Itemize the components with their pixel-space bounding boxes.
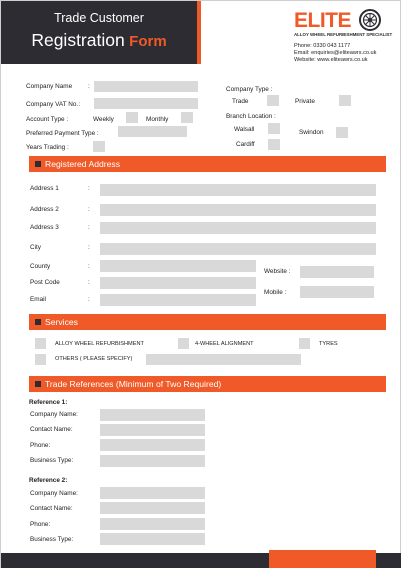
company-type-trade-checkbox[interactable]	[267, 95, 279, 106]
company-name-field[interactable]	[94, 81, 198, 92]
branch-swindon-checkbox[interactable]	[336, 127, 348, 138]
ref1-phone-field[interactable]	[100, 439, 205, 451]
county-field[interactable]	[100, 260, 256, 272]
ref2-contact-name-label: Contact Name:	[30, 505, 73, 512]
email-field[interactable]	[100, 294, 256, 306]
company-vat-label: Company VAT No.:	[26, 101, 80, 108]
city-label: City	[30, 244, 42, 251]
header-title-line1: Trade Customer	[54, 11, 144, 25]
brand-tagline: ALLOY WHEEL REFURBISHMENT SPECIALIST	[294, 32, 393, 37]
years-trading-field[interactable]	[93, 141, 105, 152]
account-weekly-label: Weekly	[93, 116, 114, 123]
company-type-private-label: Private	[295, 98, 315, 105]
ref2-phone-field[interactable]	[100, 518, 205, 530]
ref1-company-name-field[interactable]	[100, 409, 205, 421]
ref2-company-name-label: Company Name:	[30, 490, 78, 497]
ref2-contact-name-field[interactable]	[100, 502, 205, 514]
reference1-heading: Reference 1:	[29, 399, 68, 406]
brand-email: Email: enquiries@eliteawrs.co.uk	[294, 50, 377, 56]
ref1-business-type-label: Business Type:	[30, 457, 74, 464]
branch-cardiff-label: Cardiff	[236, 141, 255, 148]
account-type-label: Account Type :	[26, 116, 69, 123]
address2-field[interactable]	[100, 204, 376, 216]
section-square-icon	[35, 381, 41, 387]
wheel-alignment-checkbox[interactable]	[178, 338, 189, 349]
alloy-wheel-label: ALLOY WHEEL REFURBISHMENT	[55, 341, 144, 347]
address2-label: Address 2	[30, 206, 59, 213]
header-accent-stripe	[197, 1, 201, 64]
company-type-label: Company Type :	[226, 86, 273, 93]
registered-address-bar	[29, 156, 386, 172]
address1-field[interactable]	[100, 184, 376, 196]
payment-type-field[interactable]	[118, 126, 187, 137]
company-vat-field[interactable]	[94, 98, 198, 109]
tyres-checkbox[interactable]	[299, 338, 310, 349]
branch-walsall-checkbox[interactable]	[268, 123, 280, 134]
address1-colon: :	[88, 185, 90, 192]
post-code-field[interactable]	[100, 277, 256, 289]
ref1-company-name-label: Company Name:	[30, 411, 78, 418]
services-bar	[29, 314, 386, 330]
post-code-label: Post Code	[30, 279, 60, 286]
ref2-company-name-field[interactable]	[100, 487, 205, 499]
registered-address-heading: Registered Address	[45, 159, 120, 169]
company-name-label: Company Name	[26, 83, 73, 90]
ref1-contact-name-label: Contact Name:	[30, 426, 73, 433]
company-type-trade-label: Trade	[232, 98, 249, 105]
website-field[interactable]	[300, 266, 374, 278]
address2-colon: :	[88, 206, 90, 213]
ref2-phone-label: Phone:	[30, 521, 51, 528]
tyres-label: TYRES	[319, 341, 338, 347]
ref1-business-type-field[interactable]	[100, 455, 205, 467]
email-colon: :	[88, 296, 90, 303]
branch-cardiff-checkbox[interactable]	[268, 139, 280, 150]
city-colon: :	[88, 244, 90, 251]
city-field[interactable]	[100, 243, 376, 255]
address1-label: Address 1	[30, 185, 59, 192]
ref2-business-type-label: Business Type:	[30, 536, 74, 543]
wheel-icon	[359, 9, 381, 31]
ref1-phone-label: Phone:	[30, 442, 51, 449]
brand-website: Website: www.eliteawrs.co.uk	[294, 57, 368, 63]
address3-field[interactable]	[100, 222, 376, 234]
brand-phone: Phone: 0330 043 1177	[294, 43, 351, 49]
logo-text: ELITE	[294, 9, 352, 32]
county-colon: :	[88, 263, 90, 270]
alloy-wheel-checkbox[interactable]	[35, 338, 46, 349]
wheel-alignment-label: 4-WHEEL ALIGNMENT	[195, 341, 254, 347]
company-name-colon: :	[88, 83, 90, 90]
reference2-heading: Reference 2:	[29, 477, 68, 484]
others-checkbox[interactable]	[35, 354, 46, 365]
others-label: OTHERS ( PLEASE SPECIFY)	[55, 356, 133, 362]
footer-accent-stripe	[269, 550, 376, 568]
ref2-business-type-field[interactable]	[100, 533, 205, 545]
address3-label: Address 3	[30, 224, 59, 231]
title-registration: Registration	[31, 30, 125, 50]
account-monthly-label: Monthly	[146, 116, 169, 123]
website-label: Website :	[264, 268, 291, 275]
branch-walsall-label: Walsall	[234, 126, 255, 133]
header-title-line2	[1, 30, 197, 51]
trade-references-heading: Trade References (Minimum of Two Required)	[45, 379, 222, 389]
mobile-label: Mobile :	[264, 289, 287, 296]
others-specify-field[interactable]	[146, 354, 301, 365]
branch-location-label: Branch Location :	[226, 113, 276, 120]
years-trading-label: Years Trading :	[26, 144, 69, 151]
post-code-colon: :	[88, 279, 90, 286]
payment-type-label: Preferred Payment Type :	[26, 130, 99, 137]
email-label: Email	[30, 296, 46, 303]
county-label: County	[30, 263, 51, 270]
ref1-contact-name-field[interactable]	[100, 424, 205, 436]
trade-references-bar	[29, 376, 386, 392]
company-type-private-checkbox[interactable]	[339, 95, 351, 106]
address3-colon: :	[88, 224, 90, 231]
section-square-icon	[35, 161, 41, 167]
branch-swindon-label: Swindon	[299, 129, 324, 136]
services-heading: Services	[45, 317, 78, 327]
title-form: Form	[129, 33, 167, 50]
mobile-field[interactable]	[300, 286, 374, 298]
account-weekly-checkbox[interactable]	[126, 112, 138, 123]
section-square-icon	[35, 319, 41, 325]
account-monthly-checkbox[interactable]	[181, 112, 193, 123]
